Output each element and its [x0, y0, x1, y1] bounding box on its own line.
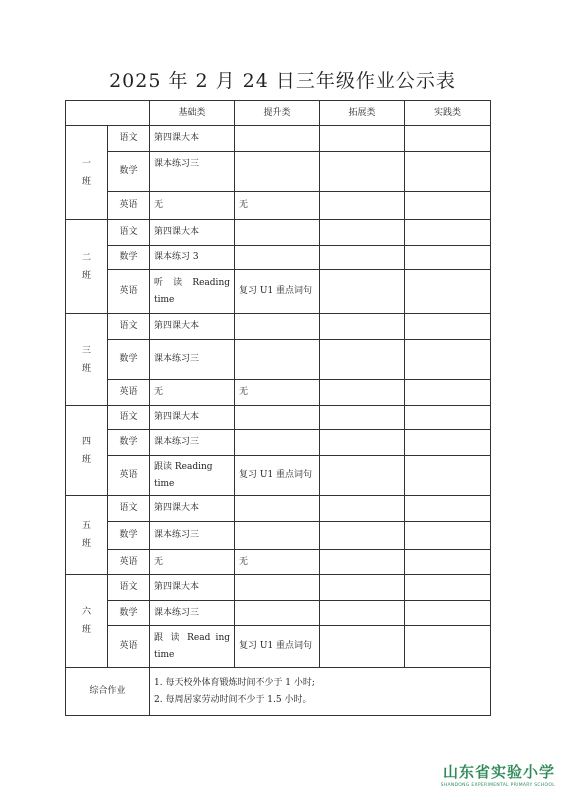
extend-cell [320, 314, 405, 340]
basic-cell: 无 [150, 192, 235, 220]
table-row [66, 192, 491, 220]
extend-cell [320, 246, 405, 270]
extend-cell [320, 126, 405, 152]
subject-cell: 语文 [108, 126, 150, 152]
class-cell-4: 四 班 [66, 406, 108, 496]
basic-cell: 第四课大本 [150, 406, 235, 430]
extend-cell [320, 522, 405, 550]
extend-cell [320, 380, 405, 406]
extend-cell [320, 192, 405, 220]
practice-cell [405, 314, 491, 340]
table-row [66, 340, 491, 380]
practice-cell [405, 126, 491, 152]
basic-cell: 课本练习三 [150, 340, 235, 380]
subject-cell: 数学 [108, 340, 150, 380]
table-row [66, 314, 491, 340]
improve-cell [235, 246, 320, 270]
practice-cell [405, 626, 491, 668]
practice-cell [405, 550, 491, 575]
basic-cell: 第四课大本 [150, 575, 235, 601]
table-row [66, 126, 491, 152]
subject-cell: 数学 [108, 522, 150, 550]
homework-table [65, 100, 491, 716]
extend-cell [320, 601, 405, 626]
header-practice: 实践类 [405, 101, 491, 126]
improve-cell [235, 575, 320, 601]
basic-cell: 课本练习三 [150, 430, 235, 456]
basic-cell: 跟 读 Read ing time [150, 626, 235, 668]
subject-cell: 英语 [108, 456, 150, 496]
subject-cell: 数学 [108, 601, 150, 626]
table-row [66, 270, 491, 314]
subject-cell: 英语 [108, 192, 150, 220]
header-improve: 提升类 [235, 101, 320, 126]
improve-cell [235, 314, 320, 340]
subject-cell: 语文 [108, 575, 150, 601]
corner-cell [66, 101, 150, 126]
improve-cell [235, 522, 320, 550]
table-row [66, 496, 491, 522]
practice-cell [405, 246, 491, 270]
improve-cell: 无 [235, 550, 320, 575]
extend-cell [320, 575, 405, 601]
basic-cell: 跟读 Reading time [150, 456, 235, 496]
table-row [66, 406, 491, 430]
improve-cell: 复习 U1 重点词句 [235, 456, 320, 496]
practice-cell [405, 152, 491, 192]
basic-cell: 第四课大本 [150, 220, 235, 246]
subject-cell: 英语 [108, 270, 150, 314]
improve-cell [235, 220, 320, 246]
extend-cell [320, 340, 405, 380]
subject-cell: 数学 [108, 152, 150, 192]
class-cell-2: 二 班 [66, 220, 108, 314]
logo-chinese-text: 山东省实验小学 [442, 763, 555, 781]
logo-english-text: SHANDONG EXPERIMENTAL PRIMARY SCHOOL [440, 783, 555, 788]
improve-cell: 复习 U1 重点词句 [235, 626, 320, 668]
practice-cell [405, 270, 491, 314]
practice-cell [405, 192, 491, 220]
basic-cell: 课本练习三 [150, 522, 235, 550]
subject-cell: 语文 [108, 314, 150, 340]
improve-cell [235, 430, 320, 456]
improve-cell: 复习 U1 重点词句 [235, 270, 320, 314]
class-cell-5: 五 班 [66, 496, 108, 575]
table-row [66, 456, 491, 496]
table-row [66, 626, 491, 668]
practice-cell [405, 406, 491, 430]
table-row [66, 575, 491, 601]
class-cell-3: 三 班 [66, 314, 108, 406]
subject-cell: 数学 [108, 246, 150, 270]
school-logo [441, 761, 555, 788]
extend-cell [320, 626, 405, 668]
basic-cell: 第四课大本 [150, 314, 235, 340]
table-row [66, 430, 491, 456]
table-row [66, 601, 491, 626]
basic-cell: 无 [150, 550, 235, 575]
extend-cell [320, 456, 405, 496]
basic-cell: 第四课大本 [150, 496, 235, 522]
extend-cell [320, 270, 405, 314]
practice-cell [405, 430, 491, 456]
extend-cell [320, 152, 405, 192]
subject-cell: 语文 [108, 496, 150, 522]
basic-cell: 课本练习三 [150, 152, 235, 192]
basic-cell: 无 [150, 380, 235, 406]
subject-cell: 数学 [108, 430, 150, 456]
class-cell-1: 一 班 [66, 126, 108, 220]
footer-content [150, 668, 491, 716]
header-row [66, 101, 491, 126]
practice-cell [405, 456, 491, 496]
table-row [66, 550, 491, 575]
subject-cell: 英语 [108, 380, 150, 406]
practice-cell [405, 522, 491, 550]
basic-cell: 听 读 Reading time [150, 270, 235, 314]
footer-line-1: 1. 每天校外体育锻炼时间不少于 1 小时; [154, 677, 315, 688]
extend-cell [320, 220, 405, 246]
extend-cell [320, 550, 405, 575]
improve-cell [235, 340, 320, 380]
footer-label: 综合作业 [66, 668, 150, 716]
practice-cell [405, 496, 491, 522]
subject-cell: 语文 [108, 406, 150, 430]
subject-cell: 语文 [108, 220, 150, 246]
extend-cell [320, 430, 405, 456]
improve-cell: 无 [235, 192, 320, 220]
footer-row [66, 668, 491, 716]
table-row [66, 152, 491, 192]
improve-cell [235, 496, 320, 522]
practice-cell [405, 220, 491, 246]
class-cell-6: 六 班 [66, 575, 108, 668]
practice-cell [405, 601, 491, 626]
improve-cell: 无 [235, 380, 320, 406]
practice-cell [405, 340, 491, 380]
improve-cell [235, 152, 320, 192]
header-basic: 基础类 [150, 101, 235, 126]
practice-cell [405, 380, 491, 406]
improve-cell [235, 126, 320, 152]
extend-cell [320, 496, 405, 522]
improve-cell [235, 406, 320, 430]
table-row [66, 522, 491, 550]
extend-cell [320, 406, 405, 430]
table-row [66, 246, 491, 270]
header-extend: 拓展类 [320, 101, 405, 126]
basic-cell: 第四课大本 [150, 126, 235, 152]
table-row [66, 220, 491, 246]
basic-cell: 课本练习三 [150, 601, 235, 626]
basic-cell: 课本练习 3 [150, 246, 235, 270]
improve-cell [235, 601, 320, 626]
subject-cell: 英语 [108, 626, 150, 668]
practice-cell [405, 575, 491, 601]
subject-cell: 英语 [108, 550, 150, 575]
page-title: 2025 年 2 月 24 日三年级作业公示表 [109, 70, 456, 92]
table-row [66, 380, 491, 406]
footer-line-2: 2. 每周居家劳动时间不少于 1.5 小时。 [154, 694, 312, 705]
